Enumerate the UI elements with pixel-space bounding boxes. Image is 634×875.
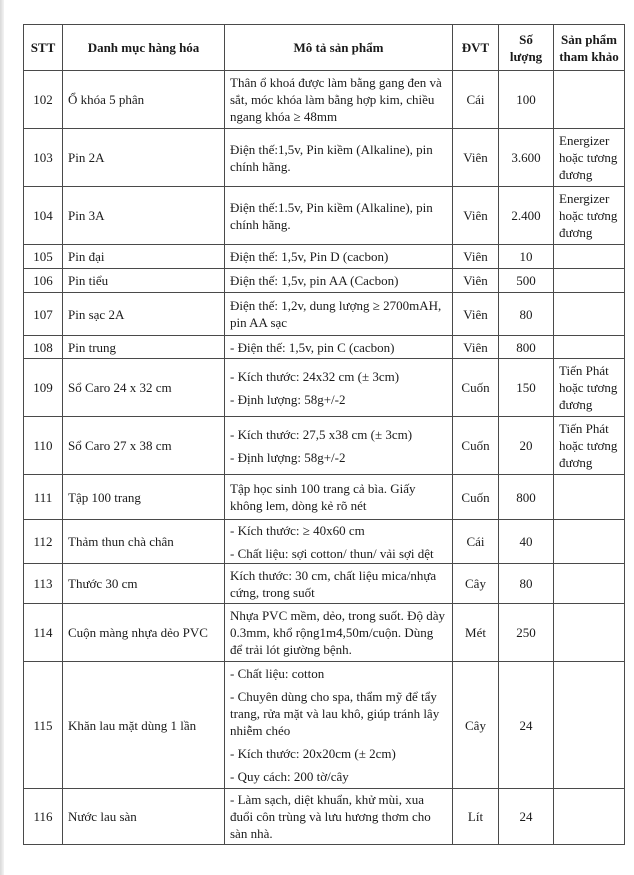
header-ref bbox=[554, 25, 625, 71]
header-qty-line1: Số bbox=[519, 31, 533, 47]
table-row bbox=[24, 359, 625, 417]
row-description bbox=[225, 564, 453, 604]
row-stt: 109 bbox=[24, 359, 63, 417]
row-unit: Viên bbox=[453, 187, 499, 245]
row-description bbox=[225, 604, 453, 662]
row-stt: 111 bbox=[24, 475, 63, 520]
row-reference-product bbox=[554, 293, 625, 336]
table-row bbox=[24, 475, 625, 520]
header-stt: STT bbox=[24, 25, 63, 71]
table-row bbox=[24, 417, 625, 475]
row-unit: Viên bbox=[453, 245, 499, 269]
description-line: Thân ổ khoá được làm bằng gang đen và sắt, móc khóa làm bằng hợp kim, chiều ngang khóa ≥ 48mm bbox=[230, 75, 442, 124]
page-edge-shadow bbox=[0, 0, 4, 875]
row-stt: 106 bbox=[24, 269, 63, 293]
row-reference-product bbox=[554, 245, 625, 269]
table-row bbox=[24, 520, 625, 564]
row-stt: 112 bbox=[24, 520, 63, 564]
row-description bbox=[225, 359, 453, 417]
table-row bbox=[24, 336, 625, 359]
row-reference-product bbox=[554, 604, 625, 662]
row-item-name: Pin 3A bbox=[63, 187, 225, 245]
row-item-name: Pin 2A bbox=[63, 129, 225, 187]
row-unit: Cuốn bbox=[453, 475, 499, 520]
row-unit: Mét bbox=[453, 604, 499, 662]
row-reference-product bbox=[554, 475, 625, 520]
row-description bbox=[225, 475, 453, 520]
description-line: Tập học sinh 100 trang cả bìa. Giấy không lem, dòng kẻ rõ nét bbox=[230, 481, 416, 513]
row-item-name: Cuộn màng nhựa dẻo PVC bbox=[63, 604, 225, 662]
row-reference-product: Tiến Phát hoặc tương đương bbox=[554, 417, 625, 475]
row-stt: 103 bbox=[24, 129, 63, 187]
header-qty bbox=[499, 25, 554, 71]
description-line: - Kích thước: 24x32 cm (± 3cm) bbox=[230, 368, 400, 384]
row-item-name: Pin tiểu bbox=[63, 269, 225, 293]
table-row bbox=[24, 187, 625, 245]
row-quantity: 80 bbox=[499, 293, 554, 336]
row-stt: 105 bbox=[24, 245, 63, 269]
row-unit: Viên bbox=[453, 269, 499, 293]
row-stt: 104 bbox=[24, 187, 63, 245]
row-quantity: 150 bbox=[499, 359, 554, 417]
row-description bbox=[225, 269, 453, 293]
row-description bbox=[225, 520, 453, 564]
row-unit: Cây bbox=[453, 662, 499, 789]
row-quantity: 10 bbox=[499, 245, 554, 269]
row-unit: Cây bbox=[453, 564, 499, 604]
row-unit: Viên bbox=[453, 129, 499, 187]
row-quantity: 20 bbox=[499, 417, 554, 475]
row-reference-product: Tiến Phát hoặc tương đương bbox=[554, 359, 625, 417]
row-unit: Viên bbox=[453, 336, 499, 359]
header-name: Danh mục hàng hóa bbox=[63, 25, 225, 71]
header-ref-line1: Sản phẩm bbox=[561, 31, 617, 47]
row-quantity: 800 bbox=[499, 336, 554, 359]
description-line: Nhựa PVC mềm, dẻo, trong suốt. Độ dày 0.3mm, khổ rộng1m4,50m/cuộn. Dùng để trải lót giường bệnh. bbox=[230, 608, 446, 657]
row-reference-product bbox=[554, 564, 625, 604]
row-quantity: 24 bbox=[499, 789, 554, 845]
row-quantity: 800 bbox=[499, 475, 554, 520]
table-row bbox=[24, 245, 625, 269]
row-stt: 107 bbox=[24, 293, 63, 336]
description-line: - Kích thước: ≥ 40x60 cm bbox=[230, 522, 365, 538]
row-unit: Cái bbox=[453, 71, 499, 129]
description-line: Điện thế:1,5v, Pin kiềm (Alkaline), pin chính hãng. bbox=[230, 141, 433, 174]
row-stt: 108 bbox=[24, 336, 63, 359]
row-reference-product bbox=[554, 336, 625, 359]
row-reference-product: Energizer hoặc tương đương bbox=[554, 187, 625, 245]
row-quantity: 500 bbox=[499, 269, 554, 293]
row-unit: Viên bbox=[453, 293, 499, 336]
row-item-name: Ổ khóa 5 phân bbox=[63, 71, 225, 129]
table-row bbox=[24, 269, 625, 293]
row-quantity: 3.600 bbox=[499, 129, 554, 187]
table-row bbox=[24, 129, 625, 187]
row-description bbox=[225, 789, 453, 845]
row-item-name: Sổ Caro 24 x 32 cm bbox=[63, 359, 225, 417]
row-description bbox=[225, 245, 453, 269]
row-description bbox=[225, 187, 453, 245]
row-stt: 114 bbox=[24, 604, 63, 662]
description-line: - Quy cách: 200 tờ/cây bbox=[230, 769, 349, 784]
header-row bbox=[24, 25, 625, 71]
description-line: Điện thế: 1,2v, dung lượng ≥ 2700mAH, pin AA sạc bbox=[230, 298, 442, 330]
row-description bbox=[225, 662, 453, 789]
row-description bbox=[225, 71, 453, 129]
row-description bbox=[225, 336, 453, 359]
description-line: - Điện thế: 1,5v, pin C (cacbon) bbox=[230, 339, 395, 355]
row-stt: 115 bbox=[24, 662, 63, 789]
row-item-name: Nước lau sàn bbox=[63, 789, 225, 845]
row-stt: 102 bbox=[24, 71, 63, 129]
table-row bbox=[24, 293, 625, 336]
description-line: - Làm sạch, diệt khuẩn, khử mùi, xua đuổi côn trùng và lưu hương thơm cho sàn nhà. bbox=[230, 792, 431, 841]
row-quantity: 100 bbox=[499, 71, 554, 129]
description-line: Kích thước: 30 cm, chất liệu mica/nhựa cứng, trong suốt bbox=[230, 567, 437, 600]
header-qty-line2: lượng bbox=[509, 48, 543, 64]
row-reference-product bbox=[554, 269, 625, 293]
table-row bbox=[24, 789, 625, 845]
row-item-name: Pin đại bbox=[63, 245, 225, 269]
goods-table bbox=[23, 24, 625, 845]
row-stt: 110 bbox=[24, 417, 63, 475]
row-reference-product bbox=[554, 789, 625, 845]
row-description bbox=[225, 129, 453, 187]
row-quantity: 40 bbox=[499, 520, 554, 564]
description-line: Điện thế:1.5v, Pin kiềm (Alkaline), pin chính hãng. bbox=[230, 199, 433, 232]
header-ref-line2: tham khảo bbox=[559, 48, 619, 64]
row-reference-product bbox=[554, 662, 625, 789]
description-line: Điện thế: 1,5v, Pin D (cacbon) bbox=[230, 249, 389, 264]
description-line: - Chất liệu: cotton bbox=[230, 666, 325, 681]
row-quantity: 24 bbox=[499, 662, 554, 789]
description-line: - Kích thước: 20x20cm (± 2cm) bbox=[230, 746, 396, 761]
table-row bbox=[24, 662, 625, 789]
table-row bbox=[24, 71, 625, 129]
row-item-name: Thảm thun chà chân bbox=[63, 520, 225, 564]
row-item-name: Pin sạc 2A bbox=[63, 293, 225, 336]
description-line: - Định lượng: 58g+/-2 bbox=[230, 449, 346, 465]
row-stt: 113 bbox=[24, 564, 63, 604]
description-line: Điện thế: 1,5v, pin AA (Cacbon) bbox=[230, 273, 399, 288]
table-row bbox=[24, 604, 625, 662]
row-stt: 116 bbox=[24, 789, 63, 845]
row-unit: Lít bbox=[453, 789, 499, 845]
row-item-name: Tập 100 trang bbox=[63, 475, 225, 520]
row-reference-product bbox=[554, 71, 625, 129]
description-line: - Định lượng: 58g+/-2 bbox=[230, 391, 346, 407]
row-item-name: Khăn lau mặt dùng 1 lần bbox=[63, 662, 225, 789]
row-quantity: 250 bbox=[499, 604, 554, 662]
row-description bbox=[225, 417, 453, 475]
row-unit: Cuốn bbox=[453, 359, 499, 417]
row-reference-product: Energizer hoặc tương đương bbox=[554, 129, 625, 187]
row-description bbox=[225, 293, 453, 336]
row-reference-product bbox=[554, 520, 625, 564]
row-quantity: 80 bbox=[499, 564, 554, 604]
row-item-name: Thước 30 cm bbox=[63, 564, 225, 604]
description-line: - Kích thước: 27,5 x38 cm (± 3cm) bbox=[230, 426, 413, 442]
row-item-name: Sổ Caro 27 x 38 cm bbox=[63, 417, 225, 475]
description-line: - Chuyên dùng cho spa, thẩm mỹ để tẩy trang, rửa mặt và lau khô, giúp tránh lây nhiễm chéo bbox=[230, 689, 440, 738]
description-line: - Chất liệu: sợi cotton/ thun/ vải sợi dệt bbox=[230, 545, 434, 561]
row-unit: Cái bbox=[453, 520, 499, 564]
table-row bbox=[24, 564, 625, 604]
header-unit: ĐVT bbox=[453, 25, 499, 71]
row-quantity: 2.400 bbox=[499, 187, 554, 245]
row-unit: Cuốn bbox=[453, 417, 499, 475]
row-item-name: Pin trung bbox=[63, 336, 225, 359]
header-desc: Mô tả sản phẩm bbox=[225, 25, 453, 71]
